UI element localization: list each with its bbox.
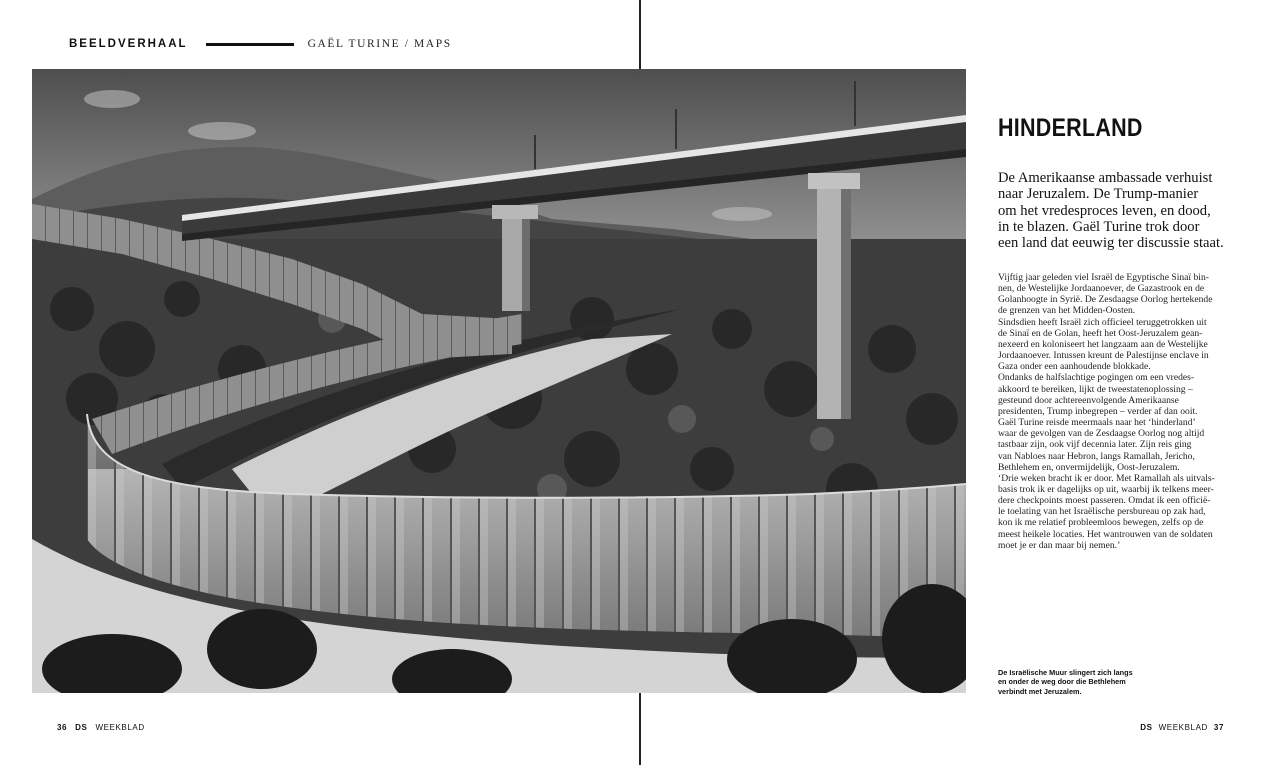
publication-brand-right: DS <box>1140 723 1153 732</box>
body-line: tastbaar zijn, ook vijf decennia later. Zijn reis ging <box>998 439 1192 451</box>
body-line: moet je er dan maar bij nemen.’ <box>998 539 1121 551</box>
body-line: basis trok ik er dagelijks op uit, waarbij ik telkens meer- <box>998 483 1214 495</box>
lead-line: een land dat eeuwig ter discussie staat. <box>998 235 1224 252</box>
article-body <box>998 272 1214 551</box>
body-line: Ondanks de halfslachtige pogingen om een vredes- <box>998 372 1195 384</box>
body-line: de Sinaï en de Golan, heeft het Oost-Jeruzalem gean- <box>998 327 1203 339</box>
body-line: gesteund door achtereenvolgende Amerikaanse <box>998 394 1179 406</box>
body-line: nen, de Westelijke Jordaanoever, de Gazastrook en de <box>998 283 1205 295</box>
publication-name-left: WEEKBLAD <box>95 723 145 732</box>
section-label: BEELDVERHAAL <box>69 38 188 50</box>
caption-line: De Israëlische Muur slingert zich langs <box>998 668 1133 677</box>
header-rule <box>206 43 294 46</box>
page-header <box>69 36 452 52</box>
body-line: dere checkpoints moest passeren. Omdat ik een officië- <box>998 495 1211 507</box>
caption-line: verbindt met Jeruzalem. <box>998 686 1082 696</box>
body-line: akkoord te bereiken, lijkt de tweestatenoplossing – <box>998 383 1193 395</box>
body-line: Jordaanoever. Intussen kreunt de Palestijnse enclave in <box>998 350 1209 362</box>
lead-line: De Amerikaanse ambassade verhuist <box>998 170 1213 186</box>
body-line: Gaza onder een aanhoudende blokkade. <box>998 361 1151 373</box>
body-line: meest heikele locaties. Het wantrouwen van de soldaten <box>998 528 1213 540</box>
lead-line: naar Jeruzalem. De Trump-manier <box>998 186 1199 203</box>
body-line: ‘Drie weken bracht ik er door. Met Ramallah als uitvals- <box>998 472 1215 484</box>
body-line: nexeerd en koloniseert het langzaam aan de Westelijke <box>998 338 1208 350</box>
separation-wall-photo-illustration <box>32 69 966 693</box>
article-headline: HINDERLAND <box>998 114 1143 142</box>
lead-line: in te blazen. Gaël Turine trok door <box>998 218 1200 235</box>
page-number-left: 36 <box>57 723 68 732</box>
photo-caption <box>998 668 1138 696</box>
body-line: Golanhoogte in Syrië. De Zesdaagse Oorlog hertekende <box>998 294 1213 306</box>
footer-left <box>57 723 145 732</box>
publication-name-right: WEEKBLAD <box>1158 723 1208 732</box>
body-line: van Nabloes naar Hebron, langs Ramallah, Jericho, <box>998 450 1195 462</box>
body-line: waar de gevolgen van de Zesdaagse Oorlog nog altijd <box>998 428 1205 440</box>
body-line: kon ik me relatief probleemloos bewegen, zelfs op de <box>998 517 1204 529</box>
body-line: Sindsdien heeft Israël zich officieel teruggetrokken uit <box>998 316 1207 328</box>
body-line: Vijftig jaar geleden viel Israël de Egyptische Sinaï bin- <box>998 272 1209 283</box>
body-line: Bethlehem en, onvermijdelijk, Oost-Jeruzalem. <box>998 461 1180 473</box>
body-line: Gaël Turine reisde meermaals naar het ‘hinderland’ <box>998 417 1196 429</box>
page-number-right: 37 <box>1213 723 1224 732</box>
photographer-byline: GAËL TURINE / MAPS <box>307 38 452 50</box>
body-line: de grenzen van het Midden-Oosten. <box>998 305 1136 317</box>
caption-line: en onder de weg door die Bethlehem <box>998 677 1126 687</box>
feature-photo <box>32 69 966 693</box>
lead-line: om het vredesproces leven, en dood, <box>998 202 1211 219</box>
article-lead <box>998 170 1224 252</box>
publication-brand-left: DS <box>75 723 88 732</box>
body-line: presidenten, Trump inbegrepen – verder af dan ooit. <box>998 405 1198 417</box>
body-line: le toelating van het Israëlische persbureau op zak had, <box>998 506 1206 518</box>
footer-right <box>1140 723 1224 732</box>
